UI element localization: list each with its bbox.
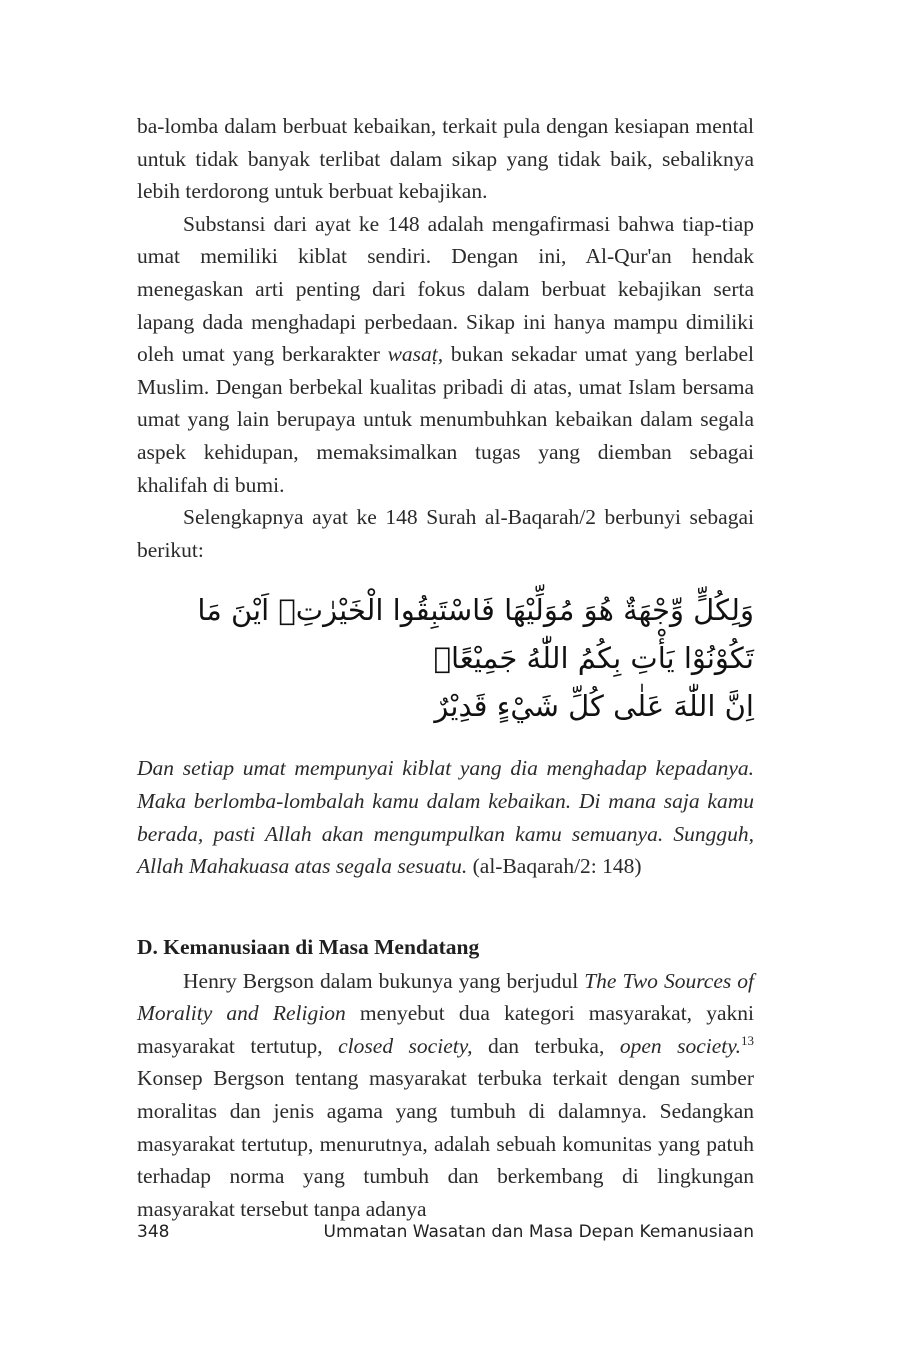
- paragraph-continuation: ba-lomba dalam berbuat kebaikan, terkait pula dengan kesiapan mental untuk tidak banyak terlibat dalam sikap yang tidak baik, sebaliknya lebih terdorong untuk berbuat kebajikan.: [137, 114, 754, 204]
- paragraph-substansi: [137, 208, 754, 501]
- bergson-text-c: dan terbuka,: [472, 1033, 620, 1058]
- bergson-text-b: menyebut dua kategori masyarakat, yakni masyarakat tertutup,: [137, 1001, 754, 1058]
- quran-verse-line-1: وَلِكُلٍّ وِّجْهَةٌ هُوَ مُوَلِّيْهَا فَاسْتَبِقُوا الْخَيْرٰتِۗ اَيْنَ مَا تَكُوْنُوْا يَأْتِ بِكُمُ اللّٰهُ جَمِيْعًاۗ: [197, 593, 754, 676]
- quran-verse-arabic: [137, 586, 754, 730]
- paragraph-substansi-text-b: bukan sekadar umat yang berlabel Muslim. Dengan berbekal kualitas pribadi di atas, umat Islam bersama umat yang lain berupaya untuk menumbuhkan kebaikan dalam segala aspek kehidupan, memaksimalkan tugas yang diemban sebagai khalifah di bumi.: [137, 342, 755, 497]
- page-body: [137, 110, 754, 1225]
- quran-verse-line-2: اِنَّ اللّٰهَ عَلٰى كُلِّ شَيْءٍ قَدِيْرٌ: [434, 689, 754, 724]
- book-title: The Two Sources of Morality and Religion: [137, 968, 754, 1026]
- paragraph-substansi-text-a: Substansi dari ayat ke 148 adalah mengafirmasi bahwa tiap-tiap umat memiliki kiblat sendiri. Dengan ini, Al-Qur'an hendak menegaskan arti penting dari fokus dalam berbuat kebajikan serta lapang dada menghadapi perbedaan. Sikap ini hanya mampu dimiliki oleh umat yang berkarakter: [137, 211, 754, 367]
- running-title: Ummatan Wasatan dan Masa Depan Kemanusiaan: [323, 1222, 754, 1242]
- term-open-society: open society.: [619, 1033, 741, 1058]
- footnote-marker[interactable]: 13: [741, 1032, 754, 1048]
- verse-translation: [137, 752, 754, 882]
- term-closed-society: closed society,: [338, 1033, 473, 1058]
- section-heading: D. Kemanusiaan di Masa Mendatang: [137, 934, 480, 959]
- bergson-text-d: Konsep Bergson tentang masyarakat terbuka terkait dengan sumber moralitas dan jenis agama yang tumbuh di dalamnya. Sedangkan masyarakat tertutup, menurutnya, adalah sebuah komunitas yang patuh terhadap norma yang tumbuh dan berkembang di lingkungan masyarakat tersebut tanpa adanya: [137, 1066, 754, 1221]
- paragraph-intro-verse: Selengkapnya ayat ke 148 Surah al-Baqarah/2 berbunyi sebagai berikut:: [137, 505, 754, 562]
- verse-reference: (al-Baqarah/2: 148): [467, 854, 642, 879]
- term-wasat: wasaṭ,: [387, 342, 444, 367]
- verse-translation-text: Dan setiap umat mempunyai kiblat yang dia menghadap kepadanya. Maka berlomba-lombalah kamu dalam kebaikan. Di mana saja kamu berada, pasti Allah akan mengumpulkan kamu semuanya. Sungguh, Allah Mahakuasa atas segala sesuatu.: [137, 756, 754, 879]
- paragraph-bergson: [137, 965, 754, 1226]
- page-number: 348: [137, 1222, 170, 1242]
- bergson-text-a: Henry Bergson dalam bukunya yang berjudul: [183, 968, 585, 993]
- page-footer: [137, 1222, 754, 1242]
